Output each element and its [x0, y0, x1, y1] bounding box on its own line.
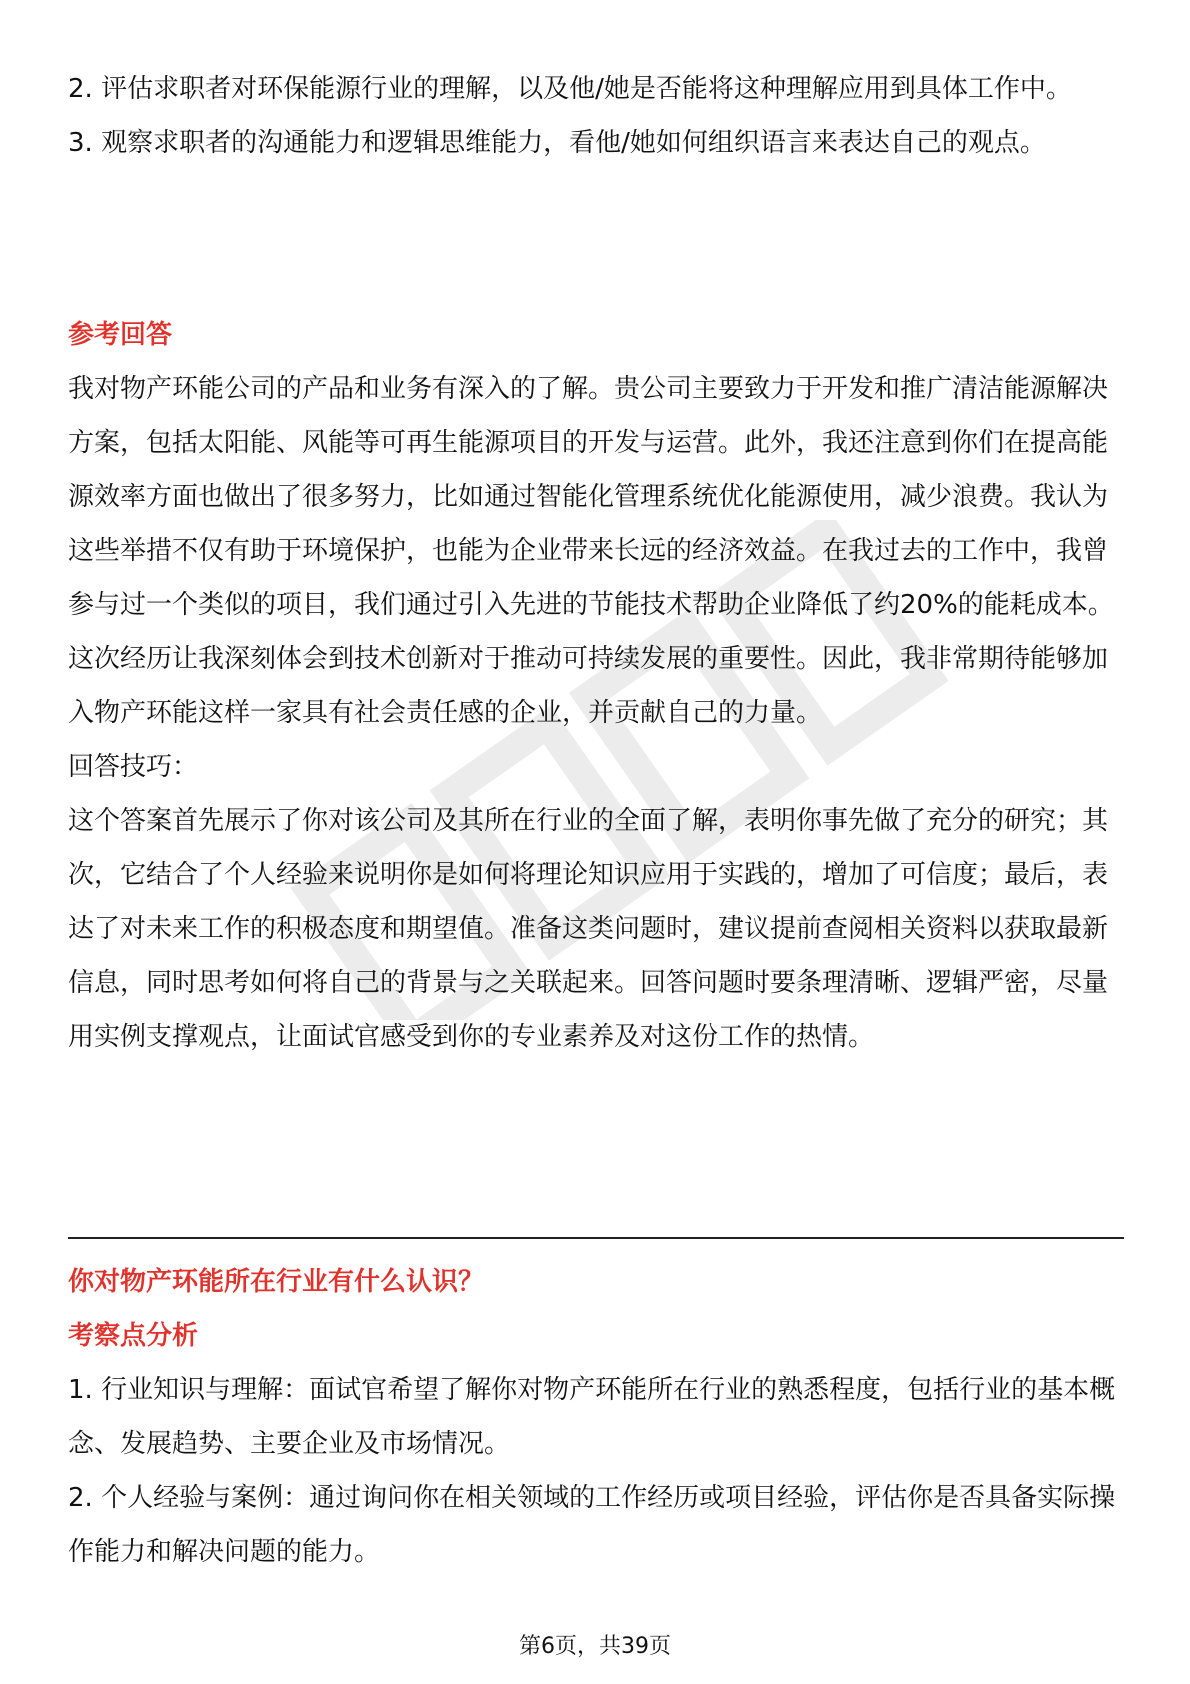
- next-question-section: [68, 1255, 1124, 1579]
- intro-list: [68, 62, 1124, 170]
- tips-label: 回答技巧：: [68, 752, 199, 782]
- intro-item-3: 3. 观察求职者的沟通能力和逻辑思维能力，看他/她如何组织语言来表达自己的观点。: [68, 128, 1046, 158]
- section-divider: [68, 1237, 1124, 1239]
- page-footer: 第6页，共39页: [519, 1634, 671, 1659]
- analysis-item-2: 2. 个人经验与案例：通过询问你在相关领域的工作经历或项目经验，评估你是否具备实际操作能力和解决问题的能力。: [68, 1483, 1116, 1567]
- answer-section: [68, 308, 1124, 1064]
- question-heading: 你对物产环能所在行业有什么认识？: [68, 1267, 485, 1297]
- intro-item-2: 2. 评估求职者对环保能源行业的理解，以及他/她是否能将这种理解应用到具体工作中。: [68, 74, 1072, 104]
- tips-text: 这个答案首先展示了你对该公司及其所在行业的全面了解，表明你事先做了充分的研究；其次，它结合了个人经验来说明你是如何将理论知识应用于实践的，增加了可信度；最后，表达了对未来工作的积极态度和期望值。准备这类问题时，建议提前查阅相关资料以获取最新信息，同时思考如何将自己的背景与之关联起来。回答问题时要条理清晰、逻辑严密，尽量用实例支撑观点，让面试官感受到你的专业素养及对这份工作的热情。: [68, 806, 1109, 1052]
- answer-heading: 参考回答: [68, 320, 173, 350]
- analysis-item-1: 1. 行业知识与理解：面试官希望了解你对物产环能所在行业的熟悉程度，包括行业的基本概念、发展趋势、主要企业及市场情况。: [68, 1375, 1116, 1459]
- analysis-heading: 考察点分析: [68, 1321, 199, 1351]
- answer-text: 我对物产环能公司的产品和业务有深入的了解。贵公司主要致力于开发和推广清洁能源解决方案，包括太阳能、风能等可再生能源项目的开发与运营。此外，我还注意到你们在提高能源效率方面也做出了很多努力，比如通过智能化管理系统优化能源使用，减少浪费。我认为这些举措不仅有助于环境保护，也能为企业带来长远的经济效益。在我过去的工作中，我曾参与过一个类似的项目，我们通过引入先进的节能技术帮助企业降低了约20%的能耗成本。这次经历让我深刻体会到技术创新对于推动可持续发展的重要性。因此，我非常期待能够加入物产环能这样一家具有社会责任感的企业，并贡献自己的力量。: [68, 374, 1114, 728]
